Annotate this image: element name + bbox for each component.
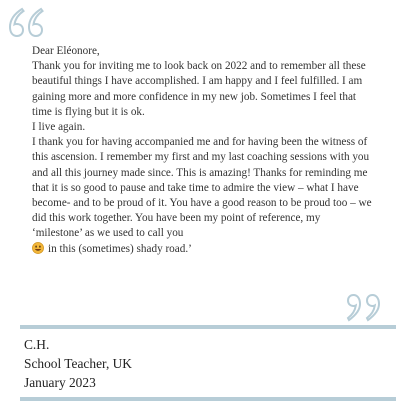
bottom-divider xyxy=(20,397,396,401)
smiling-face-icon xyxy=(32,242,44,254)
open-quote-icon xyxy=(6,6,46,40)
paragraph-3: I thank you for having accompanied me and for having been the witness of this ascension. I remember my first and my last coaching sessions with you and all this journey made since. This is amazing! Thanks for reminding me that it is so good to pause and take time to admire the view – what I have become- and to be proud of it. You have a good reason to be proud too – we did this work together. You have been my point of reference, my ‘milestone’ as we used to call you xyxy=(32,136,372,240)
testimonial-date: January 2023 xyxy=(24,375,96,390)
author-role: School Teacher, UK xyxy=(24,356,132,371)
author-signature xyxy=(24,335,132,392)
closing-line xyxy=(32,242,372,257)
closing-text: in this (sometimes) shady road.’ xyxy=(48,242,192,255)
paragraph-1: Thank you for inviting me to look back on 2022 and to remember all these beautiful things I have accomplished. I am happy and I feel fulfilled. I am gaining more and more confidence in my new job. Sometimes I feel that time is flying but it is ok. xyxy=(32,60,366,118)
testimonial-text xyxy=(32,44,372,257)
author-initials: C.H. xyxy=(24,337,50,352)
top-divider xyxy=(20,325,396,329)
close-quote-icon xyxy=(346,293,384,323)
greeting: Dear Eléonore, xyxy=(32,45,100,57)
paragraph-2: I live again. xyxy=(32,121,86,134)
